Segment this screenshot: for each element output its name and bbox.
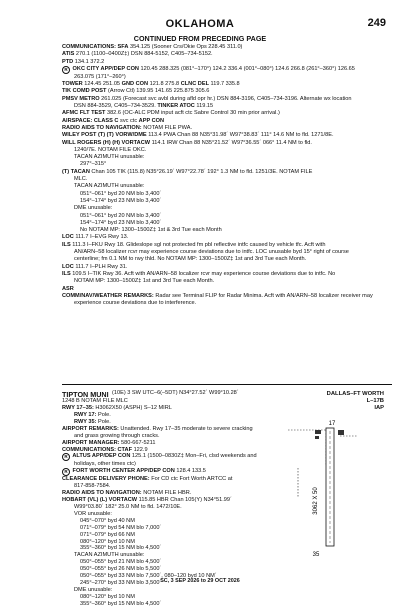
field-label: CLEARANCE DELIVERY PHONE: [62, 476, 150, 483]
field-value: TACAN AZIMUTH unusable: [74, 552, 145, 559]
field-value: 071°–079° byd 66 NM [80, 531, 135, 538]
field-value: svc ctc [118, 117, 139, 124]
upper-entry-lines [62, 44, 392, 307]
airport-entry-line [62, 419, 262, 426]
field-value: 1240/7E. NOTAM FILE OKC. [74, 146, 147, 153]
field-value: 109.5 I–TIK Rwy 36. Acft with AN/ARN–58 localizer rcvr may experience course deviations due to intfc. No [70, 270, 336, 277]
airport-id-line: (10E) 3 SW UTC–6(–5DT) N34°27.52´ W99°10.28´ [112, 390, 239, 396]
field-value: 115.85 HBR Chan 105(Y) N34°51.99´ [137, 497, 232, 504]
upper-entry-line [62, 132, 392, 139]
field-value: 111.3 I–FKU Rwy 18. Glideslope sgl not protected fm pbl reflective intfc caused by vehicle tfc. Acft with [70, 241, 326, 248]
upper-entry-line [62, 234, 392, 241]
airport-entry-line [62, 412, 262, 419]
field-value: 080°–120° byd 10 NM [80, 538, 135, 545]
upper-entry-line [62, 161, 392, 168]
upper-entry-line [62, 227, 392, 234]
upper-entry-line [62, 293, 392, 300]
field-label: COMMUNICATIONS: SFA [62, 44, 129, 50]
upper-entry-line [62, 96, 392, 103]
field-label: FORT WORTH CENTER APP/DEP CON [71, 468, 175, 475]
upper-entry-line [62, 183, 392, 190]
field-value: 263.075 (171°–260°) [74, 73, 126, 80]
field-value: Chan 105 TIK (115.8) N35°26.19´ W97°22.78´ 192° 1.3 NM to fld. 1251/3E. NOTAM FILE [89, 168, 313, 175]
field-label: CLNC DEL [180, 81, 209, 88]
radar-symbol-icon: R [62, 66, 70, 74]
field-value: 119.15 [194, 103, 214, 110]
field-label: RADIO AIDS TO NAVIGATION: [62, 124, 142, 131]
airport-entry-line [62, 511, 262, 518]
field-value: 354.125 (Sooner Crs/Okie Ops 228.45 311.0) [128, 44, 243, 50]
field-value: 050°–055° byd 26 NM blo 5,500´ [80, 566, 162, 573]
field-value: holidays, other times ctc) [74, 461, 136, 468]
airport-entry-line [62, 440, 262, 447]
field-label: AIRSPACE: CLASS C [62, 117, 119, 124]
field-label: APP CON [138, 117, 165, 124]
diagram-taxiways [288, 430, 358, 498]
airport-entry-line [62, 490, 262, 497]
field-value: Pole. [96, 418, 111, 425]
airport-name: TIPTON MUNI [62, 390, 109, 399]
field-value: 580-667-5211 [119, 439, 156, 446]
field-value: W99°03.80´ 182° 25.0 NM to fld. 1472/10E. [74, 503, 182, 510]
upper-entry-line [62, 110, 392, 117]
runway-end-35: 35 [312, 552, 320, 558]
field-value: experience course deviations due to interference. [74, 300, 197, 307]
field-value: 120.45 288.325 (081°–170°) 124.2 336.4 (001°–080°) 124.6 266.8 (261°–360°) 126.65 [138, 65, 355, 72]
field-value: 071°–079° byd 54 NM blo 7,000´ [80, 524, 162, 531]
radar-symbol-icon: R [62, 468, 70, 476]
field-label: WILL ROGERS (H) (H) VORTACW [62, 139, 151, 146]
field-value: 261.025 (Forecast svc avbl during afld opr hr.) DSN 884-3196, C405–734-3196. Alternate wx location [99, 95, 352, 102]
field-label: TINKER ATOC [157, 103, 195, 110]
field-label: RWY 17: [74, 412, 97, 418]
field-label: AIRPORT MANAGER: [62, 439, 120, 446]
airport-elev-line: 1248 B NOTAM FILE MLC [62, 398, 128, 404]
airport-entry-line [62, 426, 262, 433]
field-value: 134.1 372.2 [73, 58, 105, 65]
field-label: AFMC FLT TEST [62, 110, 106, 117]
field-label: ASR [62, 285, 74, 292]
field-label: WILEY POST (T) (T) VORW/DME [62, 132, 147, 139]
upper-entry-line [62, 81, 392, 88]
airport-entry-line [62, 497, 262, 504]
state-heading: OKLAHOMA [165, 18, 235, 30]
field-value: NOTAM FILE PWA. [141, 124, 193, 131]
upper-entry-line [62, 300, 392, 307]
airport-entry-line [62, 468, 262, 476]
field-value: Unattended. Rwy 17–35 moderate to severe cracking [118, 425, 253, 432]
field-value: NOTAM FILE HBR. [141, 490, 192, 497]
runway-end-17: 17 [328, 421, 336, 427]
upper-entry-line [62, 74, 392, 81]
upper-entry-line [62, 191, 392, 198]
field-value: 245°–270° byd 33 NM blo 3,500´ [80, 579, 162, 586]
field-value: 154°–174° byd 23 NM blo 3,400´ [80, 219, 162, 226]
airport-entry-line [62, 518, 262, 525]
upper-entry-line [62, 88, 392, 95]
field-value: 270.1 (1100–0400Z‡) DSN 884-5152, C405–734-5152. [74, 51, 213, 58]
field-label: ATIS [62, 51, 75, 58]
airport-entry-line [62, 539, 262, 546]
upper-entry-line [62, 213, 392, 220]
field-value: MLC. [74, 176, 88, 183]
field-value: (Arrow Ctl) 139.95 141.65 225.875 305.6 [106, 88, 210, 95]
upper-entry-line [62, 256, 392, 263]
airport-entry-line [62, 601, 262, 608]
field-value: VOR unusable: [74, 510, 112, 517]
field-label: TOWER [62, 81, 83, 88]
upper-entry-line [62, 44, 392, 51]
field-label: LOC [62, 234, 74, 241]
field-label: ILS [62, 270, 71, 277]
airport-entry-line [62, 587, 262, 594]
iap-tag: IAP [374, 405, 384, 411]
upper-entry-line [62, 286, 392, 293]
field-value: Radar see Terminal FLIP for Radar Minima. Acft with AN/ARN–58 localizer receiver may [153, 292, 373, 299]
airport-entry-line [62, 461, 262, 468]
field-value: 113.4 PWA Chan 88 N35°31.98´ W97°38.83´ 111° 14.6 NM to fld. 1271/8E. [146, 132, 334, 139]
field-label: TIK COMD POST [62, 88, 107, 95]
upper-entry-line [62, 103, 392, 110]
field-value: 111.7 I–EVG Rwy 13. [73, 234, 129, 241]
field-value: 154°–174° byd 23 NM blo 3,400´ [80, 197, 162, 204]
upper-entry-line [62, 59, 392, 66]
upper-entry-line [62, 176, 392, 183]
field-label: COMM/NAV/WEATHER REMARKS: [62, 292, 154, 299]
field-label: GND CON [121, 81, 149, 88]
field-value: DSN 884-3529, C405–734-3529. [74, 103, 158, 110]
field-value: 817-858-7584. [74, 483, 111, 490]
field-value: and grass growing through cracks. [74, 432, 160, 439]
field-value: NOTAM MP: 1300–1500Z‡ 1st and 3rd Tue each Month. [74, 278, 215, 285]
chart-region-tag: DALLAS–FT WORTH [326, 391, 384, 397]
field-value: No NOTAM MP: 1300–1500Z‡ 1st & 3rd Tue each Month [80, 227, 222, 234]
airport-entry-line [62, 476, 262, 483]
field-label: ALTUS APP/DEP CON [71, 453, 131, 460]
field-value: 125.1 (1500–0830Z‡ Mon–Fri, clsd weekends and [130, 453, 257, 460]
runway-label: RWY 17–35: [62, 405, 94, 411]
field-value: 114.1 IRW Chan 88 N35°21.52´ W97°36.55´ 066° 11.4 NM to fld. [150, 139, 312, 146]
airport-entry-line [62, 525, 262, 532]
field-value: 355°–360° byd 15 NM blo 4,500´ [80, 600, 162, 607]
field-value: 051°–061° byd 20 NM blo 3,400´ [80, 190, 162, 197]
field-value: centerline; fm 0.1 NM to rwy thld. No NOTAM MP: 1300–1500Z‡ 1st and 3rd Tue each Month. [74, 256, 307, 263]
field-label: OKC CITY APP/DEP CON [71, 65, 139, 72]
upper-entry-line [62, 242, 392, 249]
field-value: AN/ARN–58 localizer rcvr may experience course deviations due to intfc. LOC unusable byd 15° right of course [74, 249, 349, 256]
field-label: RWY 35: [74, 418, 97, 425]
field-label: ILS [62, 241, 71, 248]
upper-entry-line [62, 271, 392, 278]
upper-entry-line [62, 125, 392, 132]
field-value: 121.8 275.8 [148, 81, 181, 88]
upper-entry-line [62, 118, 392, 125]
airport-entry-line [62, 545, 262, 552]
runway-detail: H3062X50 (ASPH) S–12 MIRL [93, 405, 172, 411]
field-value: Pole. [96, 412, 111, 418]
airport-entry-line [62, 532, 262, 539]
field-value: 045°–070° byd 40 NM [80, 517, 135, 524]
field-label: COMMUNICATIONS: CTAF [62, 446, 133, 453]
section-divider [62, 384, 392, 385]
field-value: 297°–315° [80, 161, 107, 168]
airport-diagram [268, 406, 392, 566]
field-label: RADIO AIDS TO NAVIGATION: [62, 490, 142, 497]
upper-entry-line [62, 278, 392, 285]
upper-entry-line [62, 66, 392, 74]
airport-entry-line [62, 594, 262, 601]
upper-entry-line [62, 51, 392, 58]
field-value: 080°–120° byd 10 NM [80, 593, 135, 600]
airport-entry-line [62, 447, 262, 454]
upper-entry-line [62, 249, 392, 256]
field-value: TACAN AZIMUTH unusable: [74, 183, 145, 190]
page-number: 249 [367, 17, 386, 29]
field-value: 128.4 133.5 [174, 468, 206, 475]
upper-entry-line [62, 264, 392, 271]
field-label: PMSV METRO [62, 95, 100, 102]
field-label: AIRPORT REMARKS: [62, 425, 119, 432]
airport-entry-line [62, 559, 262, 566]
field-value: DME unusable: [74, 205, 113, 212]
airport-entry-line [62, 453, 262, 461]
airport-entry-line [62, 504, 262, 511]
field-value: For CD ctc Fort Worth ARTCC at [149, 476, 233, 483]
runway-dimensions: 3062 X 50 [313, 487, 319, 515]
upper-entry-line [62, 169, 392, 176]
field-value: 111.7 I–PLH Rwy 31. [73, 263, 128, 270]
upper-entry-line [62, 154, 392, 161]
continued-heading: CONTINUED FROM PRECEDING PAGE [133, 34, 267, 43]
field-label: HOBART (VL) (L) VORTACW [62, 497, 138, 504]
field-value: 050°–055° byd 21 NM blo 4,500´ [80, 559, 162, 566]
field-label: LOC [62, 263, 74, 270]
chart-code-tag: L–17B [366, 398, 384, 404]
page-footer: SC, 3 SEP 2026 to 29 OCT 2026 [160, 578, 240, 584]
field-label: PTD [62, 58, 74, 65]
field-value: 124.45 251.05 [82, 81, 122, 88]
field-value: 051°–061° byd 20 NM blo 3,400´ [80, 212, 162, 219]
field-label: (T) TACAN [62, 168, 90, 175]
upper-entry-line [62, 147, 392, 154]
airport-entry-line [62, 566, 262, 573]
upper-entry-line [62, 140, 392, 147]
field-value: 050°–055° byd 33 NM blo 7,500´, 080–120 byd 10 NM´ [80, 573, 217, 580]
field-value: 382.6 (OC-ALC PDM input acft ctc Sabre Control 30 min prior arrival.) [105, 110, 280, 117]
airport-entry-line [62, 483, 262, 490]
upper-entry-line [62, 220, 392, 227]
airport-entry-line [62, 433, 262, 440]
field-value: 119.7 335.8 [208, 81, 240, 88]
field-value: 122.9 [132, 446, 148, 453]
upper-entry-line [62, 198, 392, 205]
field-value: 355°–360° byd 15 NM blo 4,500´ [80, 545, 162, 552]
upper-entry-line [62, 205, 392, 212]
radar-symbol-icon: R [62, 453, 70, 461]
airport-entry-line [62, 552, 262, 559]
field-value: TACAN AZIMUTH unusable: [74, 154, 145, 161]
field-value: DME unusable: [74, 586, 113, 593]
